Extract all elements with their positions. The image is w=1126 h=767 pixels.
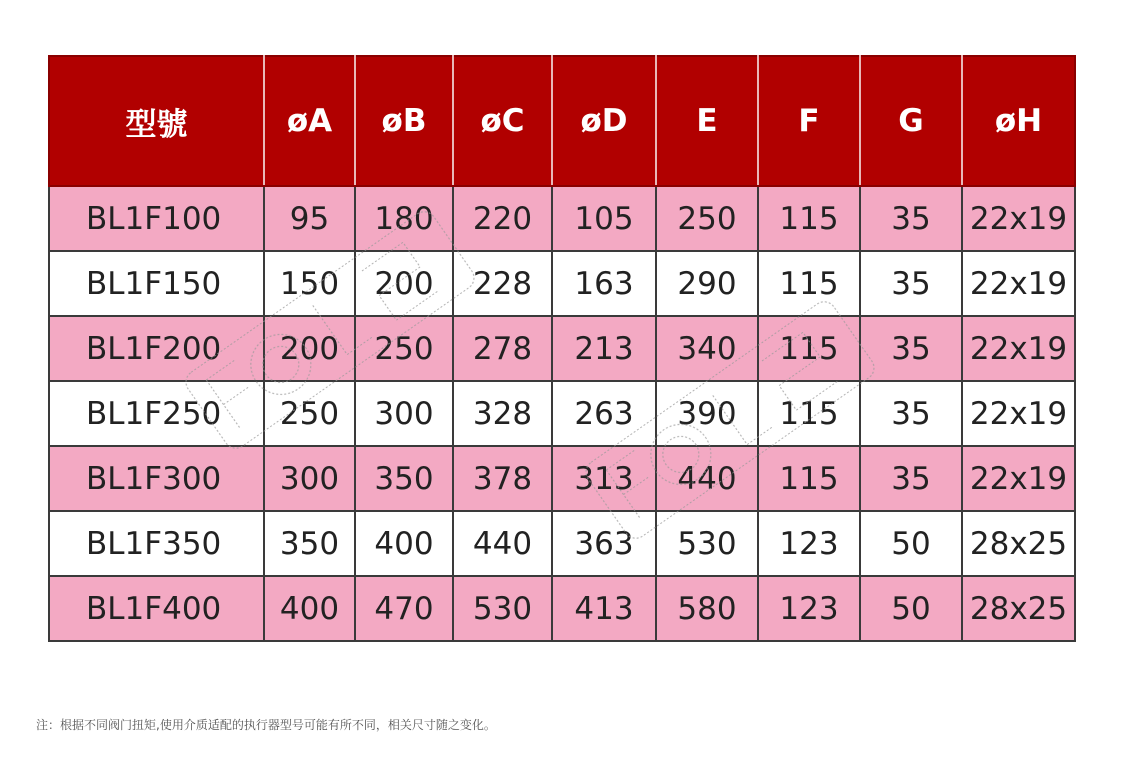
table-row <box>49 511 1075 576</box>
cell-dia-b: 470 <box>355 576 453 641</box>
cell-dia-b: 180 <box>355 186 453 251</box>
cell-e: 530 <box>656 511 758 576</box>
cell-f: 115 <box>758 186 860 251</box>
cell-dia-c: 228 <box>453 251 552 316</box>
header-g: G <box>860 56 962 186</box>
table-row <box>49 186 1075 251</box>
header-dia-c: øC <box>453 56 552 186</box>
cell-e: 340 <box>656 316 758 381</box>
header-row <box>49 56 1075 186</box>
cell-dia-c: 530 <box>453 576 552 641</box>
cell-dia-c: 440 <box>453 511 552 576</box>
table-row <box>49 381 1075 446</box>
cell-dia-a: 150 <box>264 251 355 316</box>
header-dia-a: øA <box>264 56 355 186</box>
cell-f: 115 <box>758 251 860 316</box>
cell-dia-a: 350 <box>264 511 355 576</box>
cell-model: BL1F300 <box>49 446 264 511</box>
cell-dia-d: 105 <box>552 186 656 251</box>
cell-f: 115 <box>758 316 860 381</box>
cell-e: 290 <box>656 251 758 316</box>
cell-g: 50 <box>860 511 962 576</box>
table-row <box>49 316 1075 381</box>
cell-dia-c: 328 <box>453 381 552 446</box>
cell-dia-d: 163 <box>552 251 656 316</box>
table-row <box>49 251 1075 316</box>
cell-e: 440 <box>656 446 758 511</box>
cell-dia-b: 400 <box>355 511 453 576</box>
cell-dia-b: 200 <box>355 251 453 316</box>
cell-dia-h: 22x19 <box>962 186 1075 251</box>
cell-dia-c: 220 <box>453 186 552 251</box>
header-dia-h: øH <box>962 56 1075 186</box>
footnote: 注：根据不同阀门扭矩,使用介质适配的执行器型号可能有所不同，相关尺寸随之变化。 <box>36 718 496 732</box>
cell-dia-h: 22x19 <box>962 316 1075 381</box>
dimension-table <box>48 55 1076 642</box>
cell-g: 35 <box>860 186 962 251</box>
table-row <box>49 446 1075 511</box>
cell-dia-d: 263 <box>552 381 656 446</box>
header-e: E <box>656 56 758 186</box>
cell-f: 115 <box>758 446 860 511</box>
cell-model: BL1F200 <box>49 316 264 381</box>
cell-g: 50 <box>860 576 962 641</box>
cell-dia-a: 95 <box>264 186 355 251</box>
cell-model: BL1F150 <box>49 251 264 316</box>
cell-dia-h: 22x19 <box>962 251 1075 316</box>
cell-g: 35 <box>860 251 962 316</box>
table-header <box>49 56 1075 186</box>
header-dia-b: øB <box>355 56 453 186</box>
cell-g: 35 <box>860 316 962 381</box>
cell-e: 580 <box>656 576 758 641</box>
cell-dia-h: 22x19 <box>962 446 1075 511</box>
cell-model: BL1F100 <box>49 186 264 251</box>
cell-dia-b: 300 <box>355 381 453 446</box>
table-body <box>49 186 1075 641</box>
cell-model: BL1F350 <box>49 511 264 576</box>
table-row <box>49 576 1075 641</box>
cell-e: 390 <box>656 381 758 446</box>
cell-dia-h: 22x19 <box>962 381 1075 446</box>
cell-dia-h: 28x25 <box>962 576 1075 641</box>
cell-dia-b: 350 <box>355 446 453 511</box>
cell-dia-a: 250 <box>264 381 355 446</box>
header-model: 型號 <box>49 56 264 186</box>
cell-dia-d: 313 <box>552 446 656 511</box>
cell-dia-a: 200 <box>264 316 355 381</box>
cell-model: BL1F250 <box>49 381 264 446</box>
cell-f: 115 <box>758 381 860 446</box>
cell-dia-c: 278 <box>453 316 552 381</box>
cell-g: 35 <box>860 381 962 446</box>
cell-dia-b: 250 <box>355 316 453 381</box>
cell-f: 123 <box>758 576 860 641</box>
header-f: F <box>758 56 860 186</box>
cell-dia-h: 28x25 <box>962 511 1075 576</box>
cell-g: 35 <box>860 446 962 511</box>
cell-dia-a: 300 <box>264 446 355 511</box>
cell-f: 123 <box>758 511 860 576</box>
cell-dia-d: 363 <box>552 511 656 576</box>
cell-e: 250 <box>656 186 758 251</box>
cell-dia-a: 400 <box>264 576 355 641</box>
cell-dia-d: 413 <box>552 576 656 641</box>
cell-dia-c: 378 <box>453 446 552 511</box>
header-dia-d: øD <box>552 56 656 186</box>
cell-dia-d: 213 <box>552 316 656 381</box>
cell-model: BL1F400 <box>49 576 264 641</box>
